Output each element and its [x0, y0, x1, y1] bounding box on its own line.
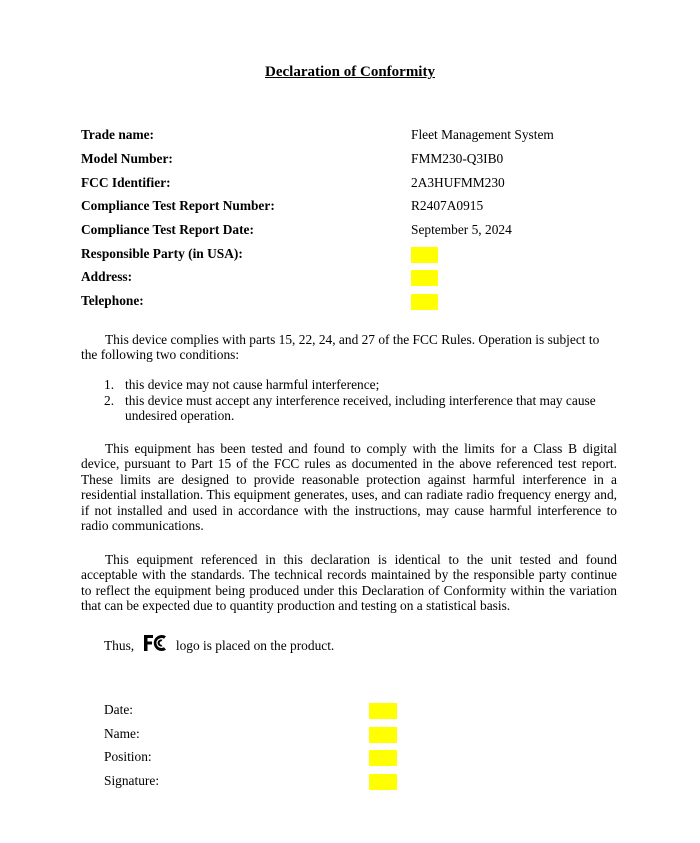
thus-suffix: logo is placed on the product. — [175, 638, 335, 653]
info-row-report-number — [81, 198, 641, 218]
list-number: 1. — [104, 377, 115, 392]
position-placeholder — [369, 750, 397, 766]
report-number-label: Compliance Test Report Number: — [81, 198, 275, 213]
info-row-telephone — [81, 293, 641, 313]
signature-label: Signature: — [104, 773, 160, 788]
thus-prefix: Thus, — [104, 638, 135, 653]
fcc-identifier-value: 2A3HUFMM230 — [411, 175, 505, 190]
info-row-trade-name — [81, 127, 641, 147]
model-number-value: FMM230-Q3IB0 — [411, 151, 504, 166]
fcc-logo-statement — [104, 633, 334, 655]
info-row-fcc-identifier — [81, 175, 641, 195]
signature-placeholder — [369, 774, 397, 790]
address-label: Address: — [81, 269, 133, 284]
telephone-label: Telephone: — [81, 293, 144, 308]
paragraph-compliance-line2: the following two conditions: — [81, 347, 240, 363]
paragraph-compliance-line1: This device complies with parts 15, 22, 24, and 27 of the FCC Rules. Operation is subject to — [105, 332, 600, 347]
list-text: this device may not cause harmful interference; — [125, 377, 380, 392]
fcc-identifier-label: FCC Identifier: — [81, 175, 171, 190]
trade-name-label: Trade name: — [81, 127, 155, 142]
report-date-label: Compliance Test Report Date: — [81, 222, 254, 237]
info-row-model-number — [81, 151, 641, 171]
paragraph-compliance — [81, 332, 617, 363]
responsible-party-label: Responsible Party (in USA): — [81, 246, 243, 261]
position-label: Position: — [104, 749, 152, 764]
info-row-address — [81, 269, 641, 289]
telephone-placeholder — [411, 294, 438, 310]
trade-name-value: Fleet Management System — [411, 127, 554, 142]
signature-row-signature — [104, 773, 404, 793]
report-date-value: September 5, 2024 — [411, 222, 512, 237]
address-placeholder — [411, 270, 438, 286]
fcc-logo-icon — [142, 633, 168, 657]
list-number: 2. — [104, 393, 115, 408]
paragraph-testing-text: This equipment has been tested and found to comply with the limits for a Class B digital device, pursuant to Part 15 of the FCC rules as documented in the above referenced test report. These limits are designed to provide reasonable protection against harmful interference in a residential installation. This equipment generates, uses, and can radiate radio frequency energy and, if not installed and used in accordance with the instructions, may cause harmful interference to radio communications. — [81, 441, 617, 534]
info-row-responsible-party — [81, 246, 641, 266]
paragraph-identical-text: This equipment referenced in this declaration is identical to the unit tested and found acceptable with the standards. The technical records maintained by the responsible party continue to reflect the equipment being produced under this Declaration of Conformity within the variation that can be expected due to quantity production and testing on a statistical basis. — [81, 552, 617, 614]
responsible-party-placeholder — [411, 247, 438, 263]
signature-row-date — [104, 702, 404, 722]
name-label: Name: — [104, 726, 140, 741]
model-number-label: Model Number: — [81, 151, 173, 166]
signature-row-name — [104, 726, 404, 746]
document-title: Declaration of Conformity — [265, 64, 435, 80]
info-row-report-date — [81, 222, 641, 242]
list-text: this device must accept any interference received, including interference that may cause undesired operation. — [125, 393, 596, 424]
paragraph-identical — [81, 552, 617, 614]
paragraph-testing — [81, 441, 617, 533]
signature-row-position — [104, 749, 404, 769]
date-placeholder — [369, 703, 397, 719]
date-label: Date: — [104, 702, 133, 717]
report-number-value: R2407A0915 — [411, 198, 484, 213]
name-placeholder — [369, 727, 397, 743]
